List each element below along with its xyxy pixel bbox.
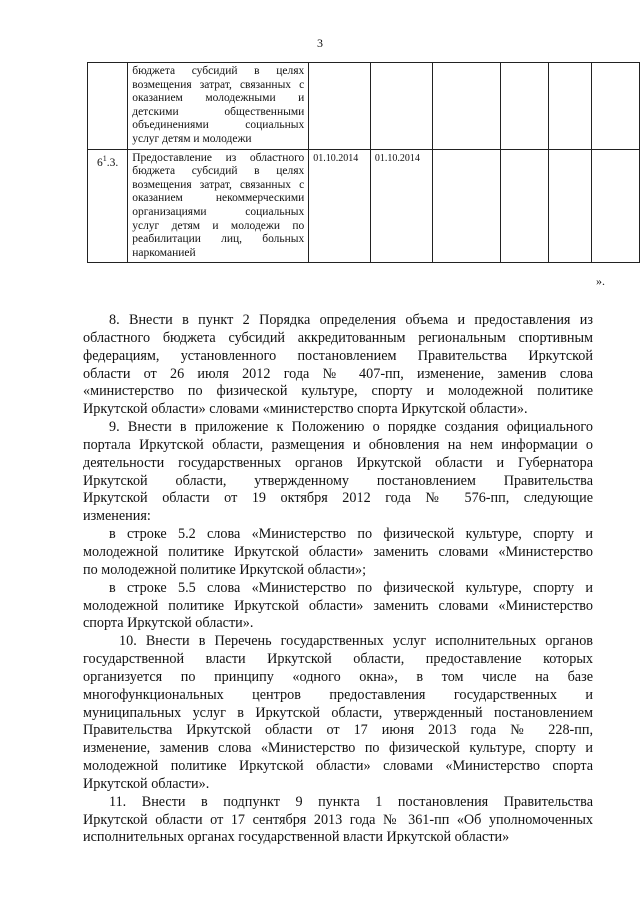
services-table: [87, 62, 640, 263]
text-line: 9. Внести в приложение к Положению о порядке создания официального: [109, 419, 593, 436]
text-line: в строке 5.2 слова «Министерство по физической культуре, спорту и: [109, 526, 593, 543]
text-line: области от 26 июля 2012 года № 407-пп, изменение, заменив слова: [83, 365, 593, 382]
empty-cell: [432, 63, 500, 150]
paragraph-11: [83, 794, 593, 848]
text-line: Иркутской области» словами «министерство спорта Иркутской области».: [83, 401, 528, 418]
text-line: Иркутской области от 17 сентября 2013 года № 361-пп «Об уполномоченных: [83, 811, 593, 828]
text-line: многофункциональных центров предоставления государственных и: [83, 686, 593, 703]
document-body: [83, 312, 593, 847]
row-number: [88, 63, 128, 150]
description-line: Предоставление из областного: [132, 151, 305, 164]
text-line: в строке 5.5 слова «Министерство по физической культуре, спорту и: [109, 579, 593, 596]
description-line: услуг детям и молодежи: [132, 132, 252, 145]
description-line: услуг детям и молодежи по: [132, 219, 305, 232]
text-line: портала Иркутской области, размещения и обновления на нем информации о: [83, 436, 593, 453]
row-description: [128, 63, 309, 150]
text-line: спорта Иркутской области».: [83, 615, 254, 632]
text-line: молодежной политике Иркутской области» словами «Министерство спорта: [83, 758, 593, 775]
empty-cell: [500, 149, 548, 263]
description-line: возмещения затрат, связанных с: [132, 78, 305, 91]
description-line: бюджета субсидий в целях: [132, 165, 305, 178]
paragraph-8: [83, 312, 593, 419]
paragraph-9: [83, 419, 593, 526]
start-date: [309, 63, 371, 150]
text-line: изменения:: [83, 508, 151, 525]
empty-cell: [548, 63, 591, 150]
text-line: изменение, заменив слова «Министерство по физической культуре, спорту и: [83, 740, 593, 757]
paragraph-9-item-b: [83, 580, 593, 634]
empty-cell: [500, 63, 548, 150]
description-line: наркоманией: [132, 246, 196, 259]
table-row: [88, 63, 640, 150]
start-date: 01.10.2014: [309, 149, 371, 263]
empty-cell: [548, 149, 591, 263]
empty-cell: [591, 63, 639, 150]
paragraph-10: [83, 633, 593, 794]
text-line: деятельности государственных органов Иркутской области и Губернатора: [83, 454, 593, 471]
text-line: государственной власти Иркутской области, предоставление которых: [83, 651, 593, 668]
text-line: организуется по принципу «одного окна», в том числе на базе: [83, 668, 593, 685]
description-line: оказанием молодежными и: [132, 92, 305, 105]
description-line: бюджета субсидий в целях: [132, 65, 305, 77]
text-line: по молодежной политике Иркутской области»;: [83, 561, 367, 578]
row-description: [128, 149, 309, 263]
description-line: реабилитации лиц, больных: [132, 233, 305, 246]
description-line: возмещения затрат, связанных с: [132, 178, 305, 191]
paragraph-9-item-a: [83, 526, 593, 580]
text-line: 10. Внести в Перечень государственных услуг исполнительных органов: [119, 633, 593, 650]
description-line: организациями социальных: [132, 205, 305, 218]
text-line: Иркутской области».: [83, 775, 210, 792]
end-date: [370, 63, 432, 150]
text-line: 8. Внести в пункт 2 Порядка определения объема и предоставления из: [109, 312, 593, 328]
table-closing-quote: ».: [596, 274, 605, 288]
text-line: молодежной политике Иркутской области» заменить словами «Министерство: [83, 543, 593, 560]
text-line: муниципальных услуг в Иркутской области, утвержденный постановлением: [83, 704, 593, 721]
text-line: «министерство по физической культуре, спорту и молодежной политике: [83, 383, 593, 400]
page-number: 3: [317, 36, 323, 50]
description-line: объединениями социальных: [132, 119, 305, 132]
text-line: молодежной политике Иркутской области» заменить словами «Министерство: [83, 597, 593, 614]
end-date: 01.10.2014: [370, 149, 432, 263]
row-number: $6^1.3$.: [88, 149, 128, 263]
description-line: оказанием некоммерческими: [132, 192, 305, 205]
table-row: [88, 149, 640, 263]
text-line: Иркутской области от 19 октября 2012 года № 576-пп, следующие: [83, 490, 593, 507]
text-line: федерациям, установленного постановлением Правительства Иркутской: [83, 347, 593, 364]
text-line: Правительства Иркутской области от 17 июня 2013 года № 228-пп,: [83, 722, 593, 739]
empty-cell: [591, 149, 639, 263]
text-line: Иркутской области, утвержденному постановлением Правительства: [83, 472, 593, 489]
empty-cell: [432, 149, 500, 263]
text-line: исполнительных органах государственной власти Иркутской области»: [83, 829, 510, 846]
text-line: областного бюджета субсидий аккредитованным региональным спортивным: [83, 329, 593, 346]
description-line: детскими общественными: [132, 105, 305, 118]
text-line: 11. Внести в подпункт 9 пункта 1 постановления Правительства: [109, 793, 593, 810]
